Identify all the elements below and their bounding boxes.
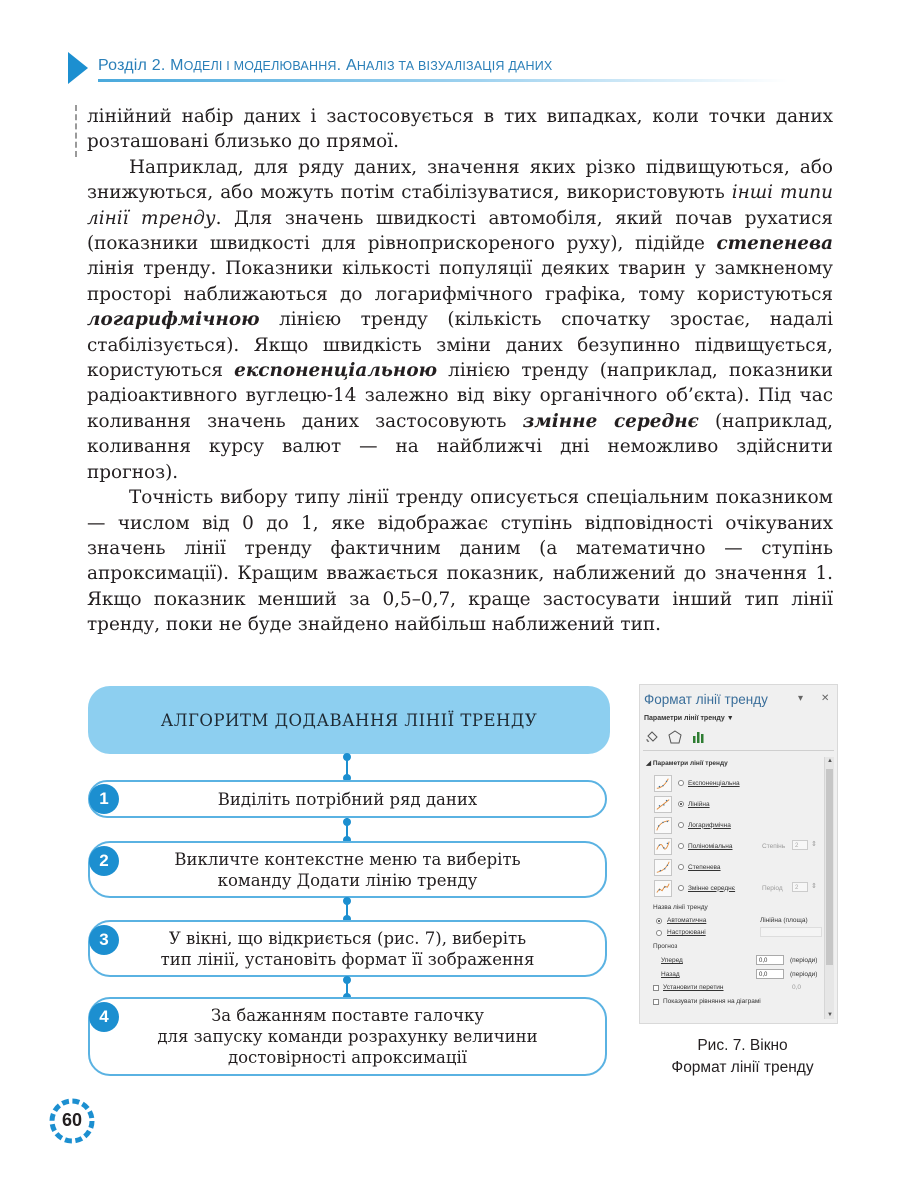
radio-polynomial[interactable] — [678, 843, 684, 849]
radio-power[interactable] — [678, 864, 684, 870]
name-auto-value: Лінійна (площа) — [760, 917, 808, 924]
period-label: Період — [762, 885, 783, 892]
step-4-line-3: достовірності апроксимації — [227, 1048, 468, 1067]
option-linear[interactable] — [654, 794, 710, 814]
close-icon[interactable]: ✕ — [821, 693, 830, 704]
trendline-name-label: Назва лінії тренду — [653, 904, 708, 911]
connector-dot — [343, 897, 351, 905]
p2-text-b: . Для значень швидкості автомобіля, який почав рухатися (показники швидкості для рівноприскореного руху), підійде — [87, 207, 833, 255]
trendline-options-icon[interactable] — [691, 730, 705, 744]
period-spinner-arrows-icon[interactable]: ⇕ — [811, 883, 817, 890]
chapter-header-part3: НАЛІЗ ТА ВІЗУАЛІЗАЦІЯ ДАНИХ — [356, 59, 553, 73]
option-moving-average[interactable] — [654, 878, 735, 898]
algorithm-title-box — [88, 686, 610, 754]
option-logarithmic[interactable] — [654, 815, 731, 835]
algorithm-step-2 — [88, 841, 607, 898]
moving-average-trend-icon — [654, 880, 672, 897]
header-rule — [98, 79, 788, 82]
polynomial-trend-icon — [654, 838, 672, 855]
step-2-line-2: команду Додати лінію тренду — [217, 870, 478, 890]
panel-options-icon[interactable]: ▾ — [798, 693, 804, 704]
show-equation-checkbox[interactable] — [653, 999, 659, 1005]
logarithmic-trend-icon — [654, 817, 672, 834]
effects-icon[interactable] — [668, 730, 682, 744]
chapter-header-part1: ОДЕЛІ І МОДЕЛЮВАННЯ — [183, 59, 337, 73]
chapter-header-part2: . А — [336, 57, 357, 74]
panel-tab-icons — [645, 729, 705, 745]
algorithm-title: АЛГОРИТМ ДОДАВАННЯ ЛІНІЇ ТРЕНДУ — [160, 710, 538, 730]
option-power[interactable] — [654, 857, 721, 877]
step-4-text — [117, 1005, 577, 1068]
forecast-label: Прогноз — [653, 943, 678, 950]
panel-options-dropdown[interactable]: Параметри лінії тренду ▼ — [644, 715, 734, 722]
p2-term-log: логарифмічною — [87, 309, 260, 331]
caption-line-1: Рис. 7. Вікно — [697, 1037, 788, 1054]
p2-italic-term: інші типи лінії тренду — [87, 182, 833, 229]
scroll-down-icon[interactable]: ▼ — [827, 1012, 833, 1018]
p2-text-a: Наприклад, для ряду даних, значення яких різко підвищуються, або знижуються, або можуть потім стабілізуватися, використовують — [87, 156, 833, 204]
name-custom-label: Настроювані — [667, 929, 706, 936]
degree-spinner-arrows-icon[interactable]: ⇕ — [811, 841, 817, 848]
radio-moving-average[interactable] — [678, 885, 684, 891]
period-spinner[interactable]: 2 — [792, 882, 808, 892]
radio-logarithmic[interactable] — [678, 822, 684, 828]
step-1-line-1: Виділіть потрібний ряд даних — [217, 789, 478, 809]
degree-label: Степінь — [762, 843, 786, 850]
algorithm-step-3 — [88, 920, 607, 977]
caption-line-2: Формат лінії тренду — [671, 1059, 814, 1076]
degree-spinner[interactable]: 2 — [792, 840, 808, 850]
scroll-thumb[interactable] — [826, 769, 833, 965]
intercept-value: 0,0 — [792, 984, 802, 991]
label-power: Степенева — [688, 863, 721, 871]
power-trend-icon — [654, 859, 672, 876]
paragraph-2 — [87, 155, 833, 485]
step-4-line-2: для запуску команди розрахунку величини — [157, 1027, 538, 1046]
algorithm-step-4 — [88, 997, 607, 1076]
connector-dot — [343, 818, 351, 826]
format-trendline-panel — [639, 684, 838, 1024]
step-4-line-1: За бажанням поставте галочку — [210, 1006, 484, 1025]
figure-caption — [640, 1035, 845, 1079]
p2-term-exp: експоненціальною — [234, 360, 438, 382]
label-polynomial: Поліноміальна — [688, 842, 733, 850]
backward-unit: (періоди) — [790, 971, 818, 978]
connector-dot — [343, 753, 351, 761]
label-linear: Лінійна — [688, 800, 710, 808]
radio-linear[interactable] — [678, 801, 684, 807]
radio-name-custom[interactable] — [656, 930, 662, 936]
p2-text-d: лінією тренду (кількість спочатку зростає, надалі стабілізується). Якщо швидкість зміни даних безупинно підвищується, користуються — [87, 309, 833, 382]
radio-name-auto[interactable] — [656, 918, 662, 924]
trendline-options-section[interactable] — [646, 759, 728, 767]
step-4-number: 4 — [89, 1002, 119, 1032]
step-2-text — [134, 849, 560, 891]
step-3-line-1: У вікні, що відкриється (рис. 7), виберіть — [168, 928, 527, 948]
step-1-number: 1 — [89, 784, 119, 814]
panel-scrollbar[interactable] — [824, 757, 834, 1019]
paragraph-1: лінійний набір даних і застосовується в тих випадках, коли точки даних розташовані близько до прямої. — [87, 106, 833, 153]
algorithm-step-1 — [88, 780, 607, 818]
p2-text-e: лінією тренду (наприклад, показники радіоактивного вуглецю-14 залежно від віку органічного об’єкта). Під час коливання значень даних застосовують — [87, 360, 833, 432]
page-number: 60 — [61, 1110, 83, 1130]
intercept-checkbox[interactable] — [653, 985, 659, 991]
p2-term-moving-avg: змінне середнє — [522, 410, 699, 432]
backward-input[interactable]: 0,0 — [756, 969, 784, 979]
label-moving-average: Змінне середнє — [688, 884, 736, 892]
p2-text-c: лінія тренду. Показники кількості популяції деяких тварин у замкненому просторі наближаються до логарифмічного графіка, тому користуються — [87, 258, 833, 305]
fill-line-icon[interactable] — [645, 730, 659, 744]
step-2-line-1: Викличте контекстне меню та виберіть — [174, 849, 521, 869]
paragraph-3: Точність вибору типу лінії тренду описується спеціальним показником — числом від 0 до 1, яке відображає ступінь відповідності очікуваних значень лінії тренду фактичним даним (а математично — ступінь апроксимації). Кращим вважається показник, наближений до значення 1. Якщо показник менший за 0,5–0,7, краще застосувати інший тип лінії тренду, поки не буде знайдено найбільш наближений тип. — [87, 487, 833, 636]
intercept-label: Установити перетин — [663, 984, 724, 991]
step-2-number: 2 — [89, 846, 119, 876]
chapter-header-prefix: Розділ 2. М — [98, 57, 184, 74]
continuation-marker — [75, 105, 77, 157]
backward-label: Назад — [661, 971, 680, 978]
connector-dot — [343, 976, 351, 984]
header-arrow-icon — [68, 52, 88, 84]
forward-label: Уперед — [661, 957, 683, 964]
collapse-triangle-icon: ◢ — [646, 760, 653, 767]
option-polynomial[interactable] — [654, 836, 733, 856]
p2-text-f: (наприклад, коливання курсу валют — на найближчі дні неможливо здійснити прогноз). — [87, 410, 833, 483]
step-1-text — [178, 789, 517, 810]
forward-unit: (періоди) — [790, 957, 818, 964]
show-equation-label: Показувати рівняння на діаграмі — [663, 998, 761, 1005]
option-exponential[interactable] — [654, 773, 740, 793]
label-exponential: Експоненціальна — [688, 779, 740, 787]
forward-input[interactable]: 0,0 — [756, 955, 784, 965]
chapter-header — [98, 57, 552, 75]
panel-separator — [643, 750, 834, 751]
name-auto-label: Автоматична — [667, 917, 707, 924]
step-3-text — [121, 928, 575, 970]
panel-title: Формат лінії тренду — [644, 692, 768, 707]
radio-exponential[interactable] — [678, 780, 684, 786]
p2-term-power: степенева — [716, 233, 833, 255]
scroll-up-icon[interactable]: ▲ — [827, 758, 833, 764]
custom-name-input[interactable] — [760, 927, 822, 937]
section-label: Параметри лінії тренду — [652, 760, 728, 767]
body-text — [87, 104, 833, 638]
linear-trend-icon — [654, 796, 672, 813]
label-logarithmic: Логарифмічна — [688, 821, 731, 829]
step-3-line-2: тип лінії, установіть формат її зображення — [160, 949, 535, 969]
step-3-number: 3 — [89, 925, 119, 955]
exponential-trend-icon — [654, 775, 672, 792]
